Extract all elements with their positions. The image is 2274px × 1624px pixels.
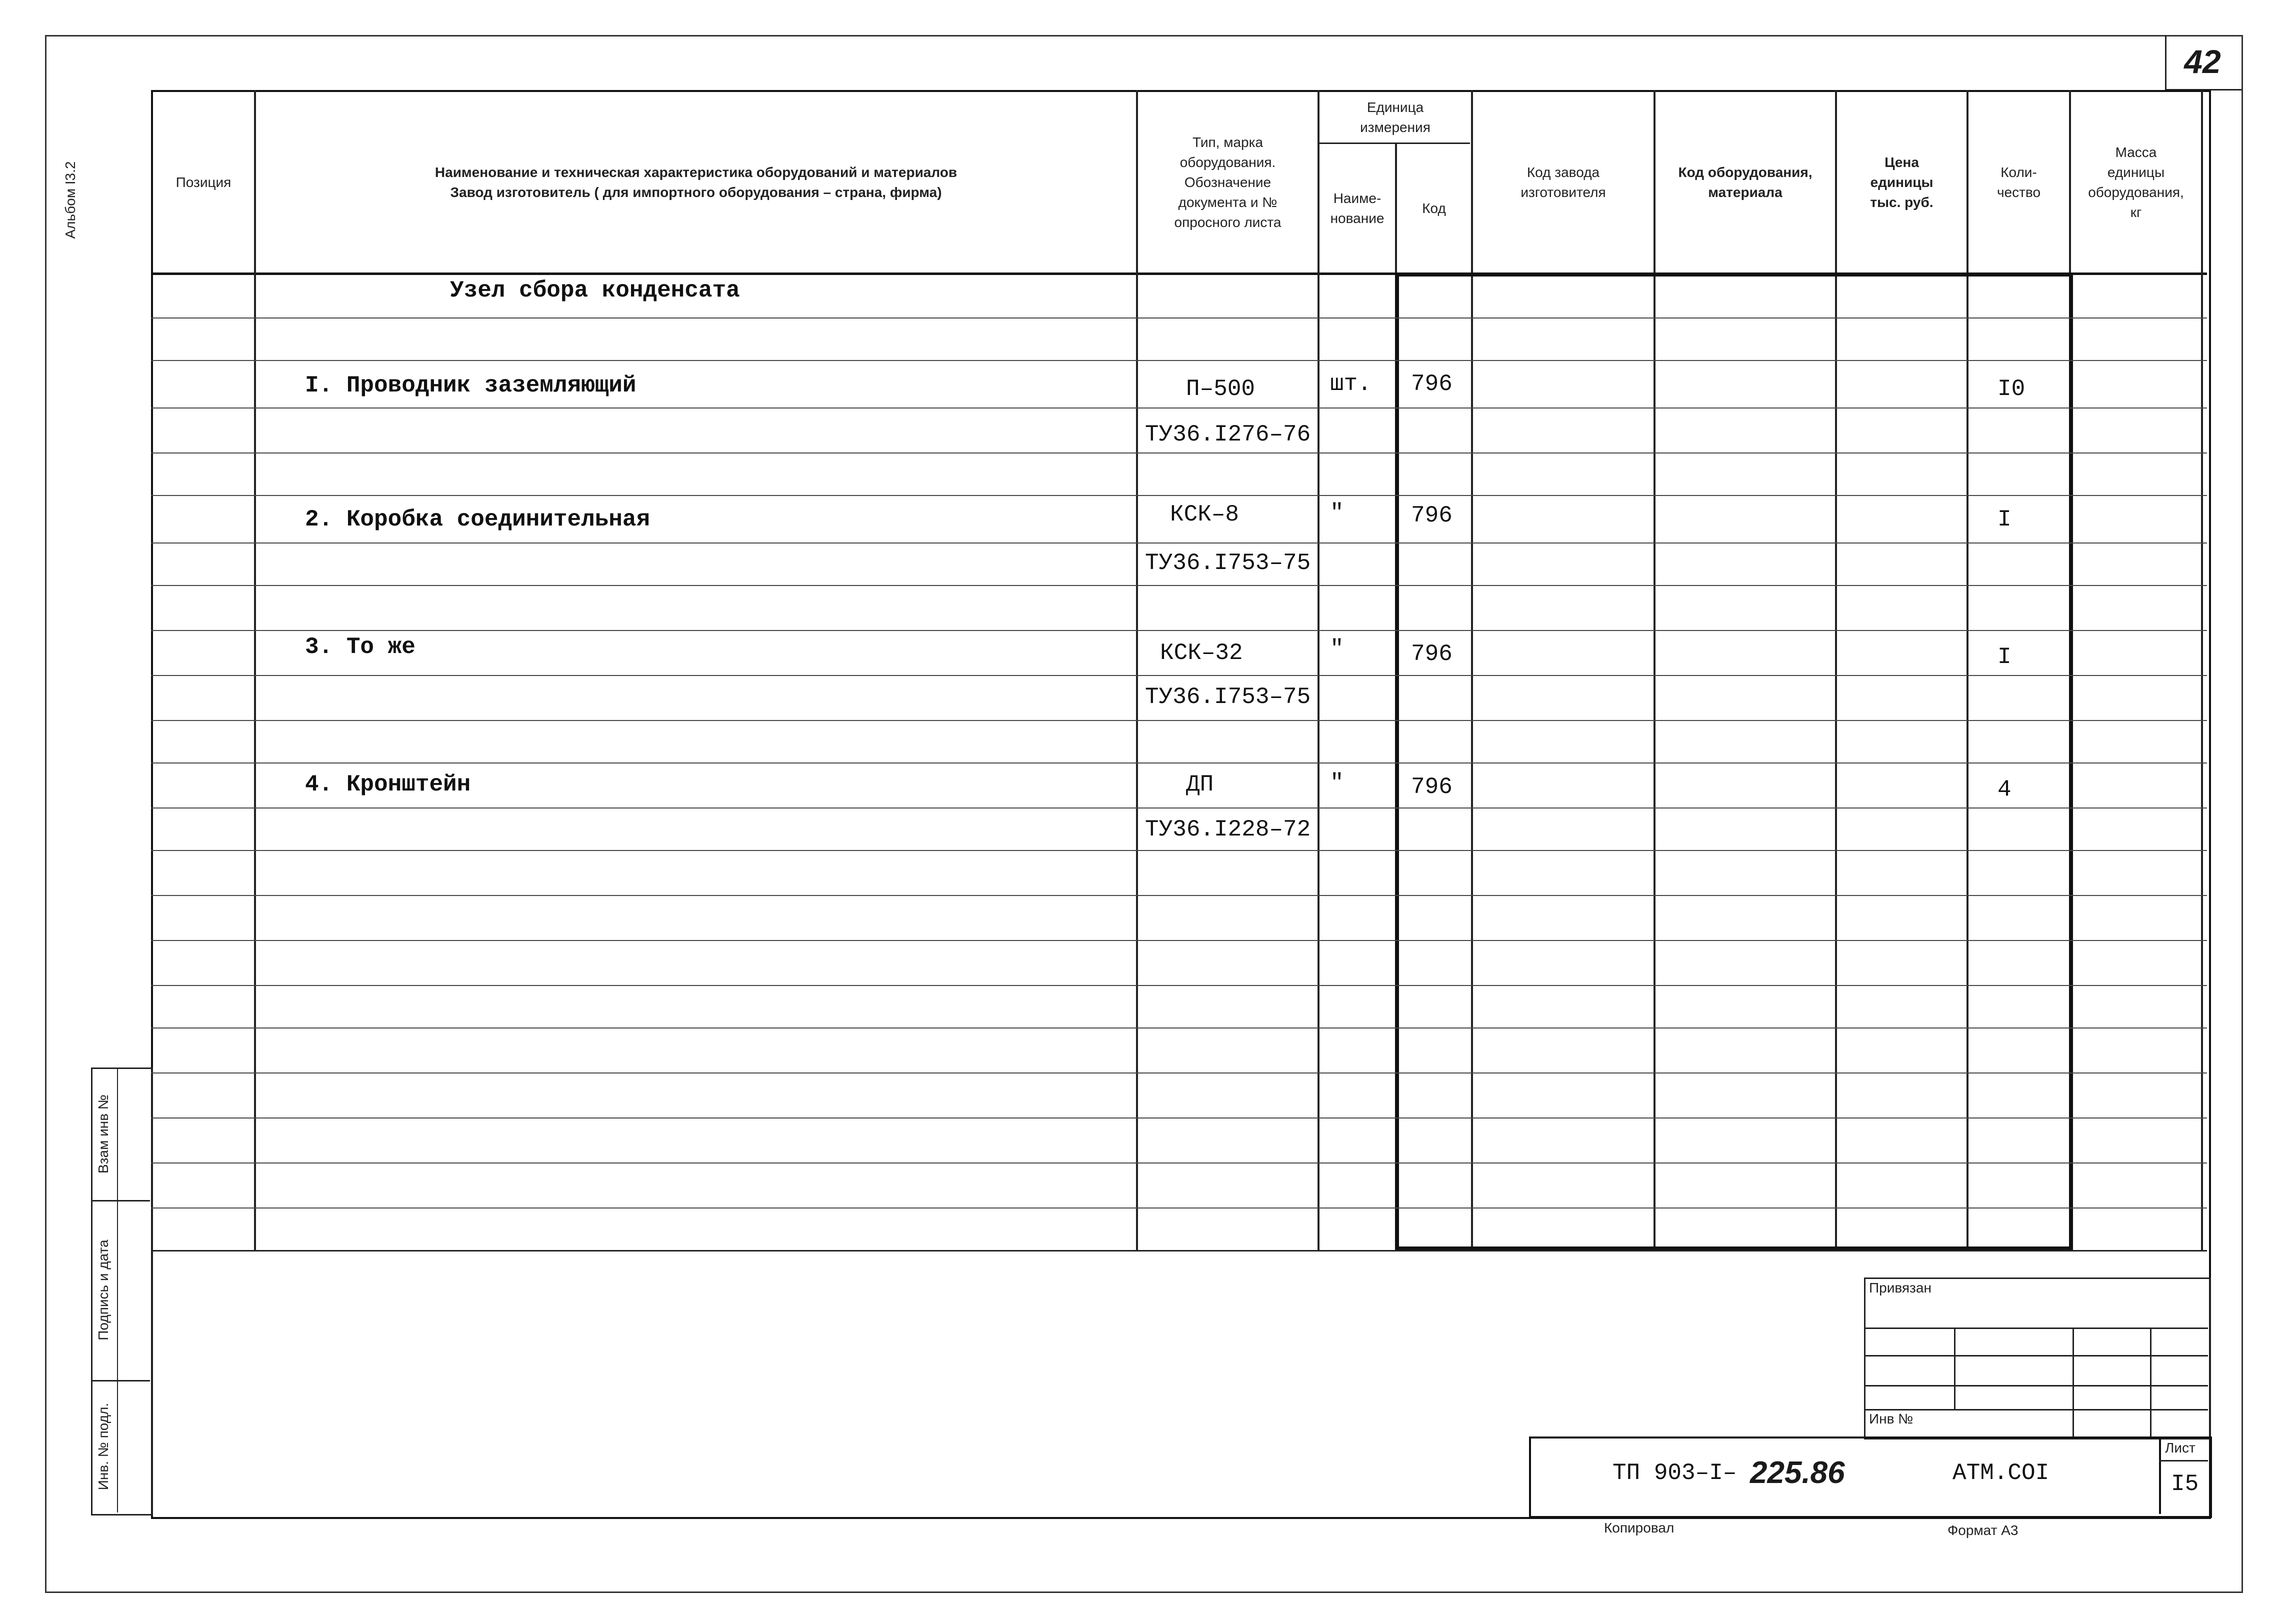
item-3-type: КСК–32: [1160, 640, 1243, 666]
item-2-qty: I: [1998, 506, 2012, 532]
vzam-label: Взам инв №: [96, 1094, 111, 1174]
item-3-qty: I: [1998, 644, 2012, 670]
item-4-type: ДП: [1186, 772, 1214, 798]
item-2-type: КСК–8: [1170, 502, 1240, 528]
item-1-code: 796: [1411, 371, 1452, 397]
format-label: Формат А3: [1948, 1522, 2018, 1538]
item-2-unit: ": [1330, 500, 1344, 526]
item-1-unit: шт.: [1330, 371, 1372, 397]
item-1-qty: I0: [1998, 376, 2026, 402]
doc-mark: АТМ.СОI: [1952, 1460, 2050, 1486]
item-3-name: 3. То же: [305, 634, 416, 660]
item-3-doc: ТУ36.I753–75: [1145, 684, 1311, 710]
item-4-doc: ТУ36.I228–72: [1145, 816, 1311, 842]
podpis-label: Подпись и дата: [96, 1240, 111, 1340]
item-3-code: 796: [1411, 641, 1452, 667]
item-4-unit: ": [1330, 770, 1344, 796]
kopiroval-label: Копировал: [1604, 1520, 1674, 1536]
item-2-name: 2. Коробка соединительная: [305, 506, 650, 532]
item-4-name: 4. Кронштейн: [305, 772, 471, 798]
doc-code-number: 225.86: [1750, 1456, 1845, 1490]
header-qty: Коли- чество: [1996, 164, 2041, 200]
album-label: Альбом I3.2: [62, 161, 78, 239]
header-plant-code: Код завода изготовителя: [1520, 164, 1606, 200]
privyazan-label: Привязан: [1869, 1280, 1932, 1296]
item-2-code: 796: [1411, 502, 1452, 528]
header-position: Позиция: [176, 174, 232, 190]
item-4-code: 796: [1411, 774, 1452, 800]
sheet-number: I5: [2171, 1471, 2199, 1497]
item-1-name: I. Проводник заземляющий: [305, 372, 636, 398]
doc-code-prefix: ТП 903–I–: [1612, 1460, 1737, 1486]
item-3-unit: ": [1330, 636, 1344, 662]
header-price: Цена единицы тыс. руб.: [1870, 154, 1934, 210]
header-unit-group: Единица измерения: [1360, 99, 1430, 135]
sheet-label: Лист: [2165, 1440, 2196, 1456]
header-unit-name: Наиме- нование: [1330, 190, 1384, 226]
item-1-type: П–500: [1186, 376, 1256, 402]
page-number: 42: [2184, 43, 2221, 80]
item-1-doc: ТУ36.I276–76: [1145, 422, 1311, 448]
header-name: Наименование и техническая характеристика оборудований и материалов Завод изготовитель ( для импортного оборудования – страна, фирма): [434, 164, 958, 200]
header-type: Тип, марка оборудования. Обозначение документа и № опросного листа: [1174, 134, 1282, 230]
inv-no-label: Инв №: [1869, 1411, 1914, 1426]
inv-podl-label: Инв. № подл.: [96, 1402, 111, 1490]
section-title: Узел сбора конденсата: [450, 278, 740, 304]
item-2-doc: ТУ36.I753–75: [1145, 550, 1311, 576]
header-unit-code: Код: [1422, 200, 1446, 216]
item-4-qty: 4: [1998, 776, 2012, 802]
privyazan-block: [1864, 1278, 2211, 1440]
header-mass: Масса единицы оборудования, кг: [2088, 144, 2184, 220]
header-equip-code: Код оборудования, материала: [1678, 164, 1812, 200]
